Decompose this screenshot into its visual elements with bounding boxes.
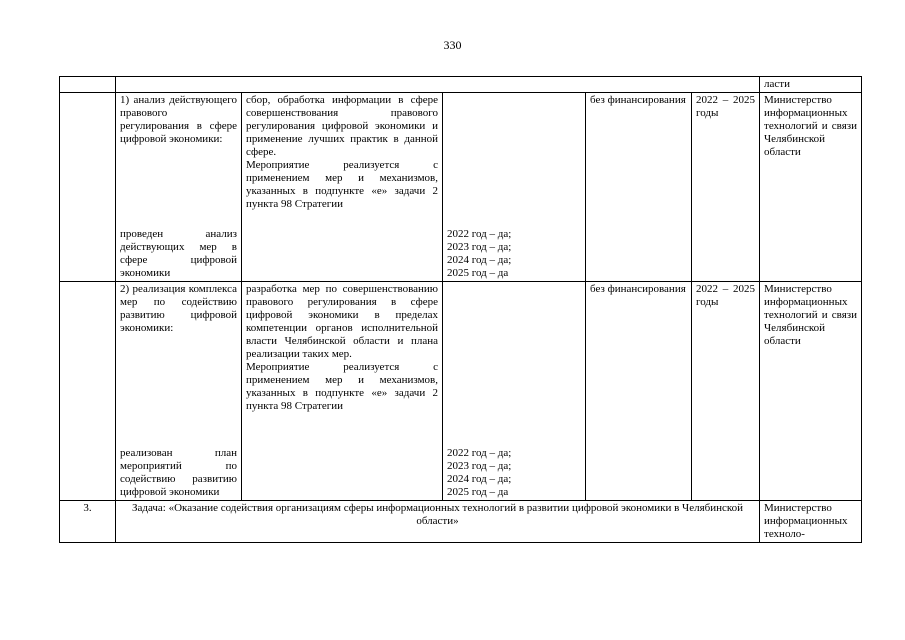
measure-text: 1) анализ действующего правового регулирования в сфере цифровой экономики: xyxy=(120,94,237,145)
task-cell: Задача: «Оказание содействия организациям сферы информационных технологий в развитии цифровой экономики в Челябинской области» xyxy=(116,501,760,543)
period-cell: 2022 – 2025 годы xyxy=(692,93,760,282)
result-text: проведен анализ действующих мер в сфере цифровой экономики xyxy=(120,228,237,279)
content-paragraph: сбор, обработка информации в сфере совершенствования правового регулирования цифровой экономики и применение лучших практик в данной сфере. xyxy=(246,94,438,158)
content-paragraph: Мероприятие реализуется с применением мер и механизмов, указанных в подпункте «е» задачи 2 пункта 98 Стратегии xyxy=(246,159,438,210)
table-row xyxy=(60,282,862,501)
period-cell: 2022 – 2025 годы xyxy=(692,282,760,501)
number-cell: 3. xyxy=(60,501,116,543)
indicator-line: 2024 год – да; xyxy=(447,254,512,266)
responsible-cell: Министерство информационных технологий и связи Челябинской области xyxy=(760,93,862,282)
indicator-line: 2022 год – да; xyxy=(447,447,512,459)
funding-cell: без финансирования xyxy=(586,282,692,501)
content-cell xyxy=(242,282,443,501)
funding-cell: без финансирования xyxy=(586,93,692,282)
empty-cell xyxy=(116,77,760,93)
indicator-line: 2023 год – да; xyxy=(447,241,512,253)
indicator-line: 2023 год – да; xyxy=(447,460,512,472)
content-paragraph: Мероприятие реализуется с применением мер и механизмов, указанных в подпункте «е» задачи 2 пункта 98 Стратегии xyxy=(246,361,438,412)
content-cell xyxy=(242,93,443,282)
measure-text: 2) реализация комплекса мер по содействию развитию цифровой экономики: xyxy=(120,283,237,334)
page-number: 330 xyxy=(443,38,462,52)
plan-table xyxy=(59,76,862,543)
table-row xyxy=(60,501,862,543)
table-row xyxy=(60,93,862,282)
number-cell xyxy=(60,93,116,282)
measure-cell xyxy=(116,282,242,501)
table-row xyxy=(60,77,862,93)
indicators-cell xyxy=(443,93,586,282)
indicators-cell xyxy=(443,282,586,501)
indicator-line: 2025 год – да xyxy=(447,486,509,498)
measure-cell xyxy=(116,93,242,282)
result-text: реализован план мероприятий по содействию развитию цифровой экономики xyxy=(120,447,237,498)
content-paragraph: разработка мер по совершенствованию правового регулирования в сфере цифровой экономики в пределах компетенции органов исполнительной власти Челябинской области и плана реализации таких мер. xyxy=(246,283,438,360)
number-cell xyxy=(60,282,116,501)
indicator-line: 2022 год – да; xyxy=(447,228,512,240)
indicator-line: 2024 год – да; xyxy=(447,473,512,485)
indicator-line: 2025 год – да xyxy=(447,267,509,279)
number-cell xyxy=(60,77,116,93)
responsible-cell: Министерство информационных техноло- xyxy=(760,501,862,543)
responsible-cell: ласти xyxy=(760,77,862,93)
responsible-cell: Министерство информационных технологий и связи Челябинской области xyxy=(760,282,862,501)
